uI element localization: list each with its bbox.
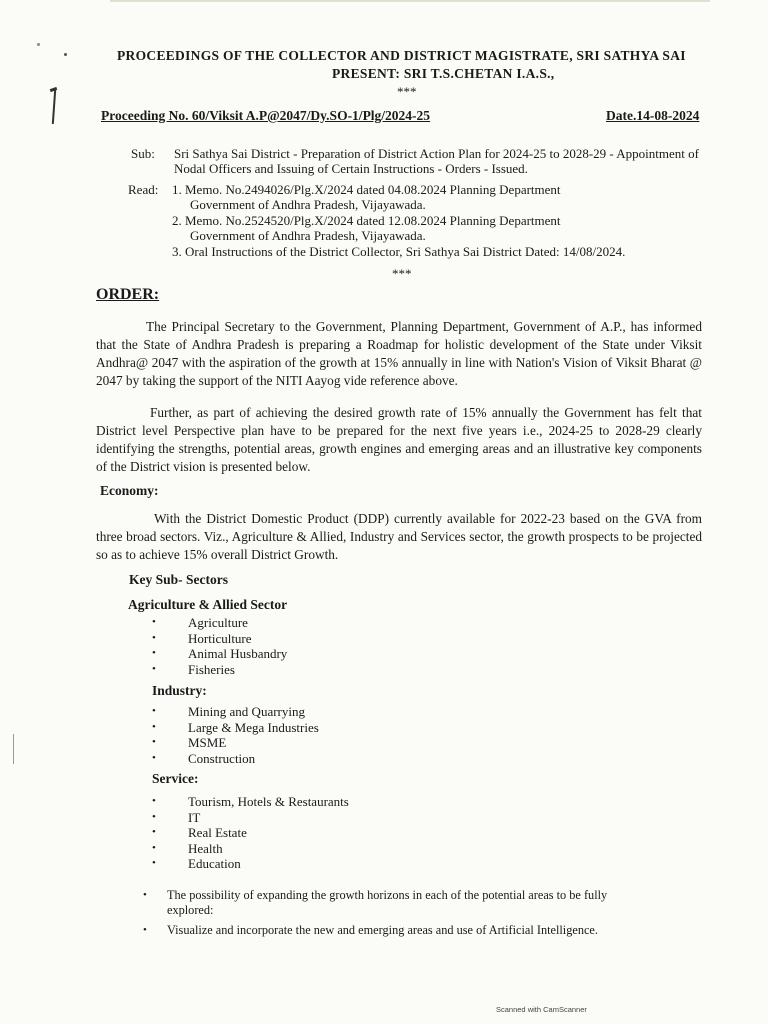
read-item — [172, 244, 625, 259]
read-item-line: 1. Memo. No.2494026/Plg.X/2024 dated 04.08.2024 Planning Department — [172, 182, 561, 197]
economy-heading: Economy: — [100, 483, 159, 498]
sector-heading-service: Service: — [152, 771, 199, 786]
read-item-line: 3. Oral Instructions of the District Collector, Sri Sathya Sai District Dated: 14/08/2024. — [172, 244, 626, 259]
paper-crease — [13, 734, 14, 764]
ink-dot — [37, 43, 40, 46]
ink-dot — [64, 53, 67, 56]
header-present: PRESENT: SRI T.S.CHETAN I.A.S., — [332, 66, 555, 81]
read-item-line: Government of Andhra Pradesh, Vijayawada. — [190, 197, 426, 212]
header-stars: *** — [397, 84, 417, 99]
list-item: • Tourism, Hotels & Restaurants — [152, 794, 349, 810]
order-heading: ORDER: — [96, 286, 160, 303]
subject-label: Sub: — [131, 146, 155, 161]
list-item: • Education — [152, 856, 349, 872]
list-item: • Health — [152, 841, 349, 857]
order-paragraph-2: Further, as part of achieving the desired growth rate of 15% annually the Government has felt that District level Perspective plan have to be prepared for the next five years i.e., 2024-25 to 2028-29 clearly identifying the strengths, potential areas, growth engines and emerging areas and an illustrative key components of the District vision is presented below. — [96, 405, 702, 474]
list-item: • The possibility of expanding the growth horizons in each of the potential areas to be fully explored: — [143, 888, 643, 918]
order-paragraph-1: The Principal Secretary to the Government, Planning Department, Government of A.P., has informed that the State of Andhra Pradesh is preparing a Roadmap for holistic development of the State under Viksit Andhra@ 2047 with the aspiration of the growth at 15% annually in line with Nation's Vision of Viksit Bharat @ 2047 by taking the support of the NITI Aayog vide reference above. — [96, 319, 702, 388]
list-item: • IT — [152, 810, 349, 826]
list-item: • Construction — [152, 751, 319, 767]
read-label: Read: — [128, 182, 159, 197]
industry-list — [152, 704, 319, 766]
service-list — [152, 794, 349, 872]
list-item: • Agriculture — [152, 615, 287, 631]
sector-heading-agriculture: Agriculture & Allied Sector — [128, 597, 288, 612]
agriculture-list — [152, 615, 287, 677]
proceeding-number: Proceeding No. 60/Viksit A.P@2047/Dy.SO-1/Plg/2024-25 — [101, 108, 431, 123]
key-sub-sectors-heading: Key Sub- Sectors — [129, 572, 228, 587]
read-item — [172, 213, 625, 243]
list-item: • Visualize and incorporate the new and emerging areas and use of Artificial Intelligence. — [143, 923, 643, 938]
list-item: • Animal Husbandry — [152, 646, 287, 662]
economy-paragraph: With the District Domestic Product (DDP) currently available for 2022-23 based on the GVA from three broad sectors. Viz., Agriculture & Allied, Industry and Services sector, the growth prospects to be projected so as to achieve 15% overall District Growth. — [96, 511, 702, 562]
read-references — [172, 182, 625, 260]
read-item-line: 2. Memo. No.2524520/Plg.X/2024 dated 12.08.2024 Planning Department — [172, 213, 561, 228]
read-item-line: Government of Andhra Pradesh, Vijayawada. — [190, 228, 426, 243]
paper-edge — [110, 0, 710, 2]
list-item: • Real Estate — [152, 825, 349, 841]
sector-heading-industry: Industry: — [152, 683, 207, 698]
header-title: PROCEEDINGS OF THE COLLECTOR AND DISTRICT MAGISTRATE, SRI SATHYA SAI — [117, 48, 686, 63]
list-item: • MSME — [152, 735, 319, 751]
read-item — [172, 182, 625, 212]
list-item: • Horticulture — [152, 631, 287, 647]
pen-mark — [52, 90, 56, 124]
proceeding-date: Date.14-08-2024 — [606, 108, 700, 123]
list-item: • Large & Mega Industries — [152, 720, 319, 736]
list-item: • Fisheries — [152, 662, 287, 678]
subject-text: Sri Sathya Sai District - Preparation of District Action Plan for 2024-25 to 2028-29 - Appointment of Nodal Officers and Issuing of Certain Instructions - Orders - Issued. — [174, 146, 699, 176]
final-points-list — [143, 888, 643, 943]
list-item: • Mining and Quarrying — [152, 704, 319, 720]
scanner-watermark: Scanned with CamScanner — [496, 1005, 587, 1014]
read-stars: *** — [392, 266, 412, 281]
